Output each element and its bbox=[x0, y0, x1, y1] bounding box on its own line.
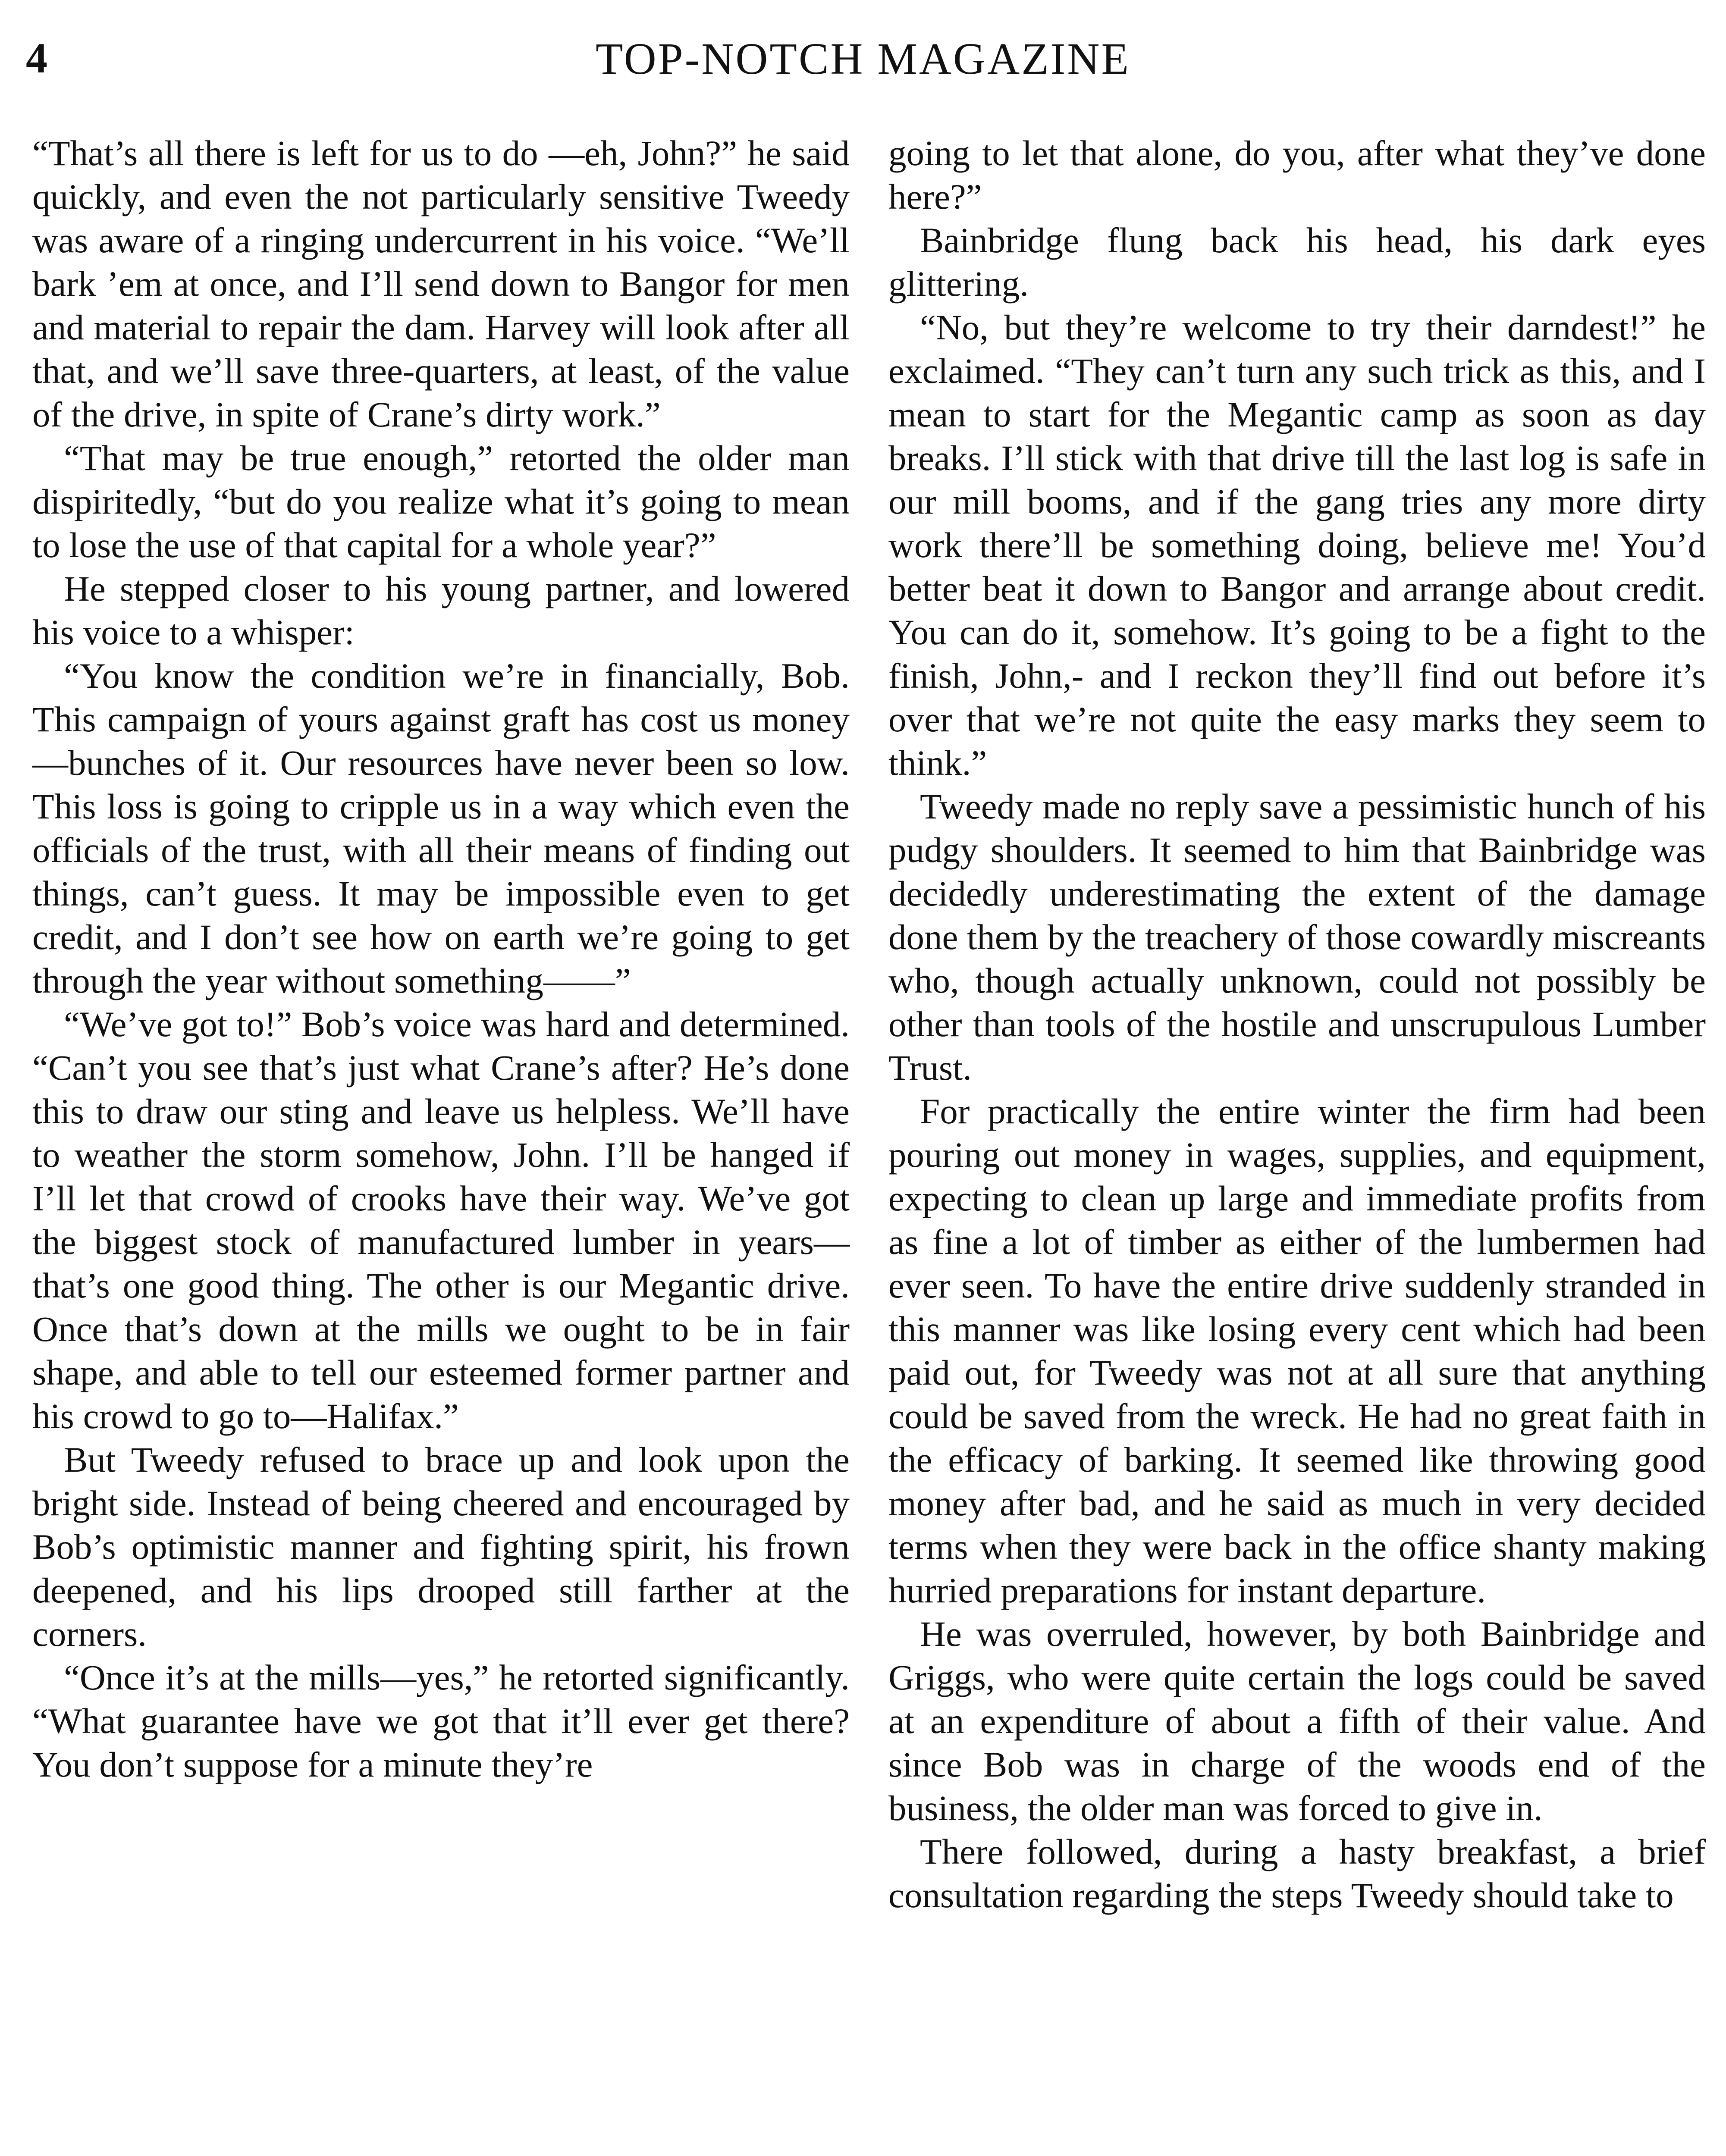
paragraph: But Tweedy refused to brace up and look upon the bright side. Instead of being cheered and encouraged by Bob’s optimistic manner and fighting spirit, his frown deepened, and his lips drooped still farther at the corners. bbox=[32, 1440, 850, 1654]
paragraph: For practically the entire winter the firm had been pouring out money in wages, supplies, and equipment, expecting to clean up large and immediate profits from as fine a lot of timber as either of the lumbermen had ever seen. To have the entire drive suddenly stranded in this manner was like losing every cent which had been paid out, for Tweedy was not at all sure that anything could be saved from the wreck. He had no great faith in the efficacy of barking. It seemed like throwing good money after bad, and he said as much in very decided terms when they were back in the office shanty making hurried preparations for instant departure. bbox=[888, 1091, 1706, 1610]
paragraph: going to let that alone, do you, after what they’ve done here?” bbox=[888, 133, 1706, 216]
page-number: 4 bbox=[26, 34, 47, 82]
running-head: TOP-NOTCH MAGAZINE bbox=[595, 34, 1131, 84]
page-header bbox=[0, 0, 1726, 112]
paragraph: He was overruled, however, by both Bainbridge and Griggs, who were quite certain the logs could be saved at an expenditure of about a fifth of their value. And since Bob was in charge of the woods end of the business, the older man was forced to give in. bbox=[888, 1614, 1706, 1828]
paragraph: Tweedy made no reply save a pessimistic hunch of his pudgy shoulders. It seemed to him that Bainbridge was decidedly underestimating the extent of the damage done them by the treachery of those cowardly miscreants who, though actually unknown, could not possibly be other than tools of the hostile and unscrupulous Lumber Trust. bbox=[888, 787, 1706, 1087]
paragraph: “No, but they’re welcome to try their darndest!” he exclaimed. “They can’t turn any such trick as this, and I mean to start for the Megantic camp as soon as day breaks. I’ll stick with that drive till the last log is safe in our mill booms, and if the gang tries any more dirty work there’ll be something doing, believe me! You’d better beat it down to Bangor and arrange about credit. You can do it, somehow. It’s going to be a fight to the finish, John,- and I reckon they’ll find out before it’s over that we’re not quite the easy marks they seem to think.” bbox=[888, 307, 1706, 783]
left-column bbox=[32, 132, 850, 2156]
paragraph: “We’ve got to!” Bob’s voice was hard and determined. “Can’t you see that’s just what Crane’s after? He’s done this to draw our sting and leave us helpless. We’ll have to weather the storm somehow, John. I’ll be hanged if I’ll let that crowd of crooks have their way. We’ve got the biggest stock of manufactured lumber in years—that’s one good thing. The other is our Megantic drive. Once that’s down at the mills we ought to be in fair shape, and able to tell our esteemed former partner and his crowd to go to—Halifax.” bbox=[32, 1004, 850, 1436]
paragraph: There followed, during a hasty breakfast, a brief consultation regarding the steps Tweedy should take to bbox=[888, 1832, 1706, 1915]
right-column bbox=[888, 132, 1706, 2156]
paragraph: “That’s all there is left for us to do —eh, John?” he said quickly, and even the not particularly sensitive Tweedy was aware of a ringing undercurrent in his voice. “We’ll bark ’em at once, and I’ll send down to Bangor for men and material to repair the dam. Harvey will look after all that, and we’ll save three-quarters, at least, of the value of the drive, in spite of Crane’s dirty work.” bbox=[32, 133, 850, 434]
paragraph: “That may be true enough,” retorted the older man dispiritedly, “but do you realize what it’s going to mean to lose the use of that capital for a whole year?” bbox=[32, 438, 850, 565]
paragraph: “Once it’s at the mills—yes,” he retorted significantly. “What guarantee have we got that it’ll ever get there? You don’t suppose for a minute they’re bbox=[32, 1658, 850, 1784]
paragraph: He stepped closer to his young partner, and lowered his voice to a whisper: bbox=[32, 569, 850, 652]
paragraph: “You know the condition we’re in financially, Bob. This campaign of yours against graft has cost us money —bunches of it. Our resources have never been so low. This loss is going to cripple us in a way which even the officials of the trust, with all their means of finding out things, can’t guess. It may be impossible even to get credit, and I don’t see how on earth we’re going to get through the year without something——” bbox=[32, 656, 850, 1000]
paragraph: Bainbridge flung back his head, his dark eyes glittering. bbox=[888, 220, 1706, 304]
